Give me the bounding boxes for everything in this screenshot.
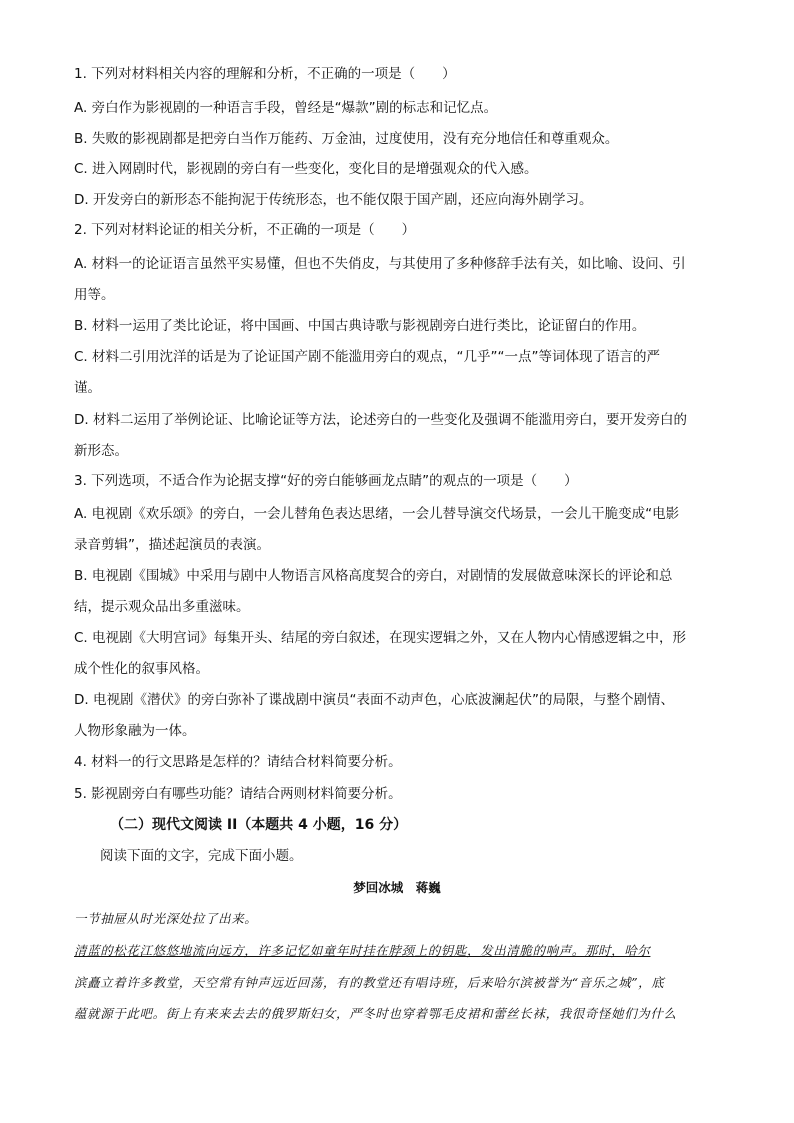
q2-option-d-line2: 新形态。 (74, 443, 128, 459)
q1-option-d: D. 开发旁白的新形态不能拘泥于传统形态，也不能仅限于国产剧，还应向海外剧学习。 (74, 192, 593, 208)
q1-option-a: A. 旁白作为影视剧的一种语言手段，曾经是“爆款”剧的标志和记忆点。 (74, 100, 498, 116)
reading-instruction: 阅读下面的文字，完成下面小题。 (100, 848, 303, 864)
q3-option-d-line1: D. 电视剧《潜伏》的旁白弥补了谍战剧中演员“表面不动声色，心底波澜起伏”的局限，与整个剧情、 (74, 692, 674, 708)
passage-paragraph-2-line3: 蕴就源于此吧。街上有来来去去的俄罗斯妇女，严冬时也穿着鄂毛皮裙和蕾丝长袜，我很奇怪她们为什么 (74, 1006, 677, 1021)
q5-stem: 5. 影视剧旁白有哪些功能？请结合两则材料简要分析。 (74, 786, 402, 802)
q3-option-a-line1: A. 电视剧《欢乐颂》的旁白，一会儿替角色表达思绪，一会儿替导演交代场景，一会儿干脆变成“电影 (74, 506, 680, 522)
section-heading: （二）现代文阅读 II（本题共 4 小题，16 分） (110, 817, 408, 833)
q3-option-c-line1: C. 电视剧《大明宫词》每集开头、结尾的旁白叙述，在现实逻辑之外，又在人物内心情感逻辑之中，形 (74, 630, 687, 646)
q3-option-a-line2: 录音剪辑”，描述起演员的表演。 (74, 537, 270, 553)
q1-option-b: B. 失败的影视剧都是把旁白当作万能药、万金油，过度使用，没有充分地信任和尊重观众。 (74, 131, 619, 147)
q3-option-b-line2: 结，提示观众品出多重滋味。 (74, 599, 250, 615)
passage-title: 梦回冰城 蒋巍 (353, 880, 441, 895)
q2-option-a-line1: A. 材料一的论证语言虽然平实易懂，但也不失俏皮，与其使用了多种修辞手法有关，如比喻、设问、引 (74, 256, 686, 272)
q2-option-a-line2: 用等。 (74, 287, 115, 303)
q2-stem: 2. 下列对材料论证的相关分析，不正确的一项是（ ） (74, 222, 416, 238)
q3-option-d-line2: 人物形象融为一体。 (74, 723, 196, 739)
q3-option-c-line2: 成个性化的叙事风格。 (74, 661, 209, 677)
q2-option-c-line2: 谨。 (74, 380, 101, 396)
q4-stem: 4. 材料一的行文思路是怎样的？请结合材料简要分析。 (74, 754, 402, 770)
q2-option-d-line1: D. 材料二运用了举例论证、比喻论证等方法，论述旁白的一些变化及强调不能滥用旁白，要开发旁白的 (74, 412, 687, 428)
passage-paragraph-2-line2: 滨矗立着许多教堂，天空常有钟声远近回荡，有的教堂还有唱诗班，后来哈尔滨被誉为“音乐之城”，底 (74, 975, 665, 990)
q1-option-c: C. 进入网剧时代，影视剧的旁白有一些变化，变化目的是增强观众的代入感。 (74, 161, 538, 177)
q2-option-c-line1: C. 材料二引用沈洋的话是为了论证国产剧不能滥用旁白的观点，“几乎”“一点”等词体现了语言的严 (74, 349, 660, 365)
passage-paragraph-2-line1: 清蓝的松花江悠悠地流向远方，许多记忆如童年时挂在脖颈上的钥匙，发出清脆的响声。那时，哈尔 (74, 943, 651, 958)
passage-paragraph-1: 一节抽屉从时光深处拉了出来。 (74, 911, 258, 926)
q2-option-b: B. 材料一运用了类比论证，将中国画、中国古典诗歌与影视剧旁白进行类比，论证留白的作用。 (74, 318, 646, 334)
q3-option-b-line1: B. 电视剧《围城》中采用与剧中人物语言风格高度契合的旁白，对剧情的发展做意味深长的评论和总 (74, 568, 673, 584)
q1-stem: 1. 下列对材料相关内容的理解和分析，不正确的一项是（ ） (74, 66, 456, 82)
q3-stem: 3. 下列选项，不适合作为论据支撑“好的旁白能够画龙点睛”的观点的一项是（ ） (74, 473, 578, 489)
